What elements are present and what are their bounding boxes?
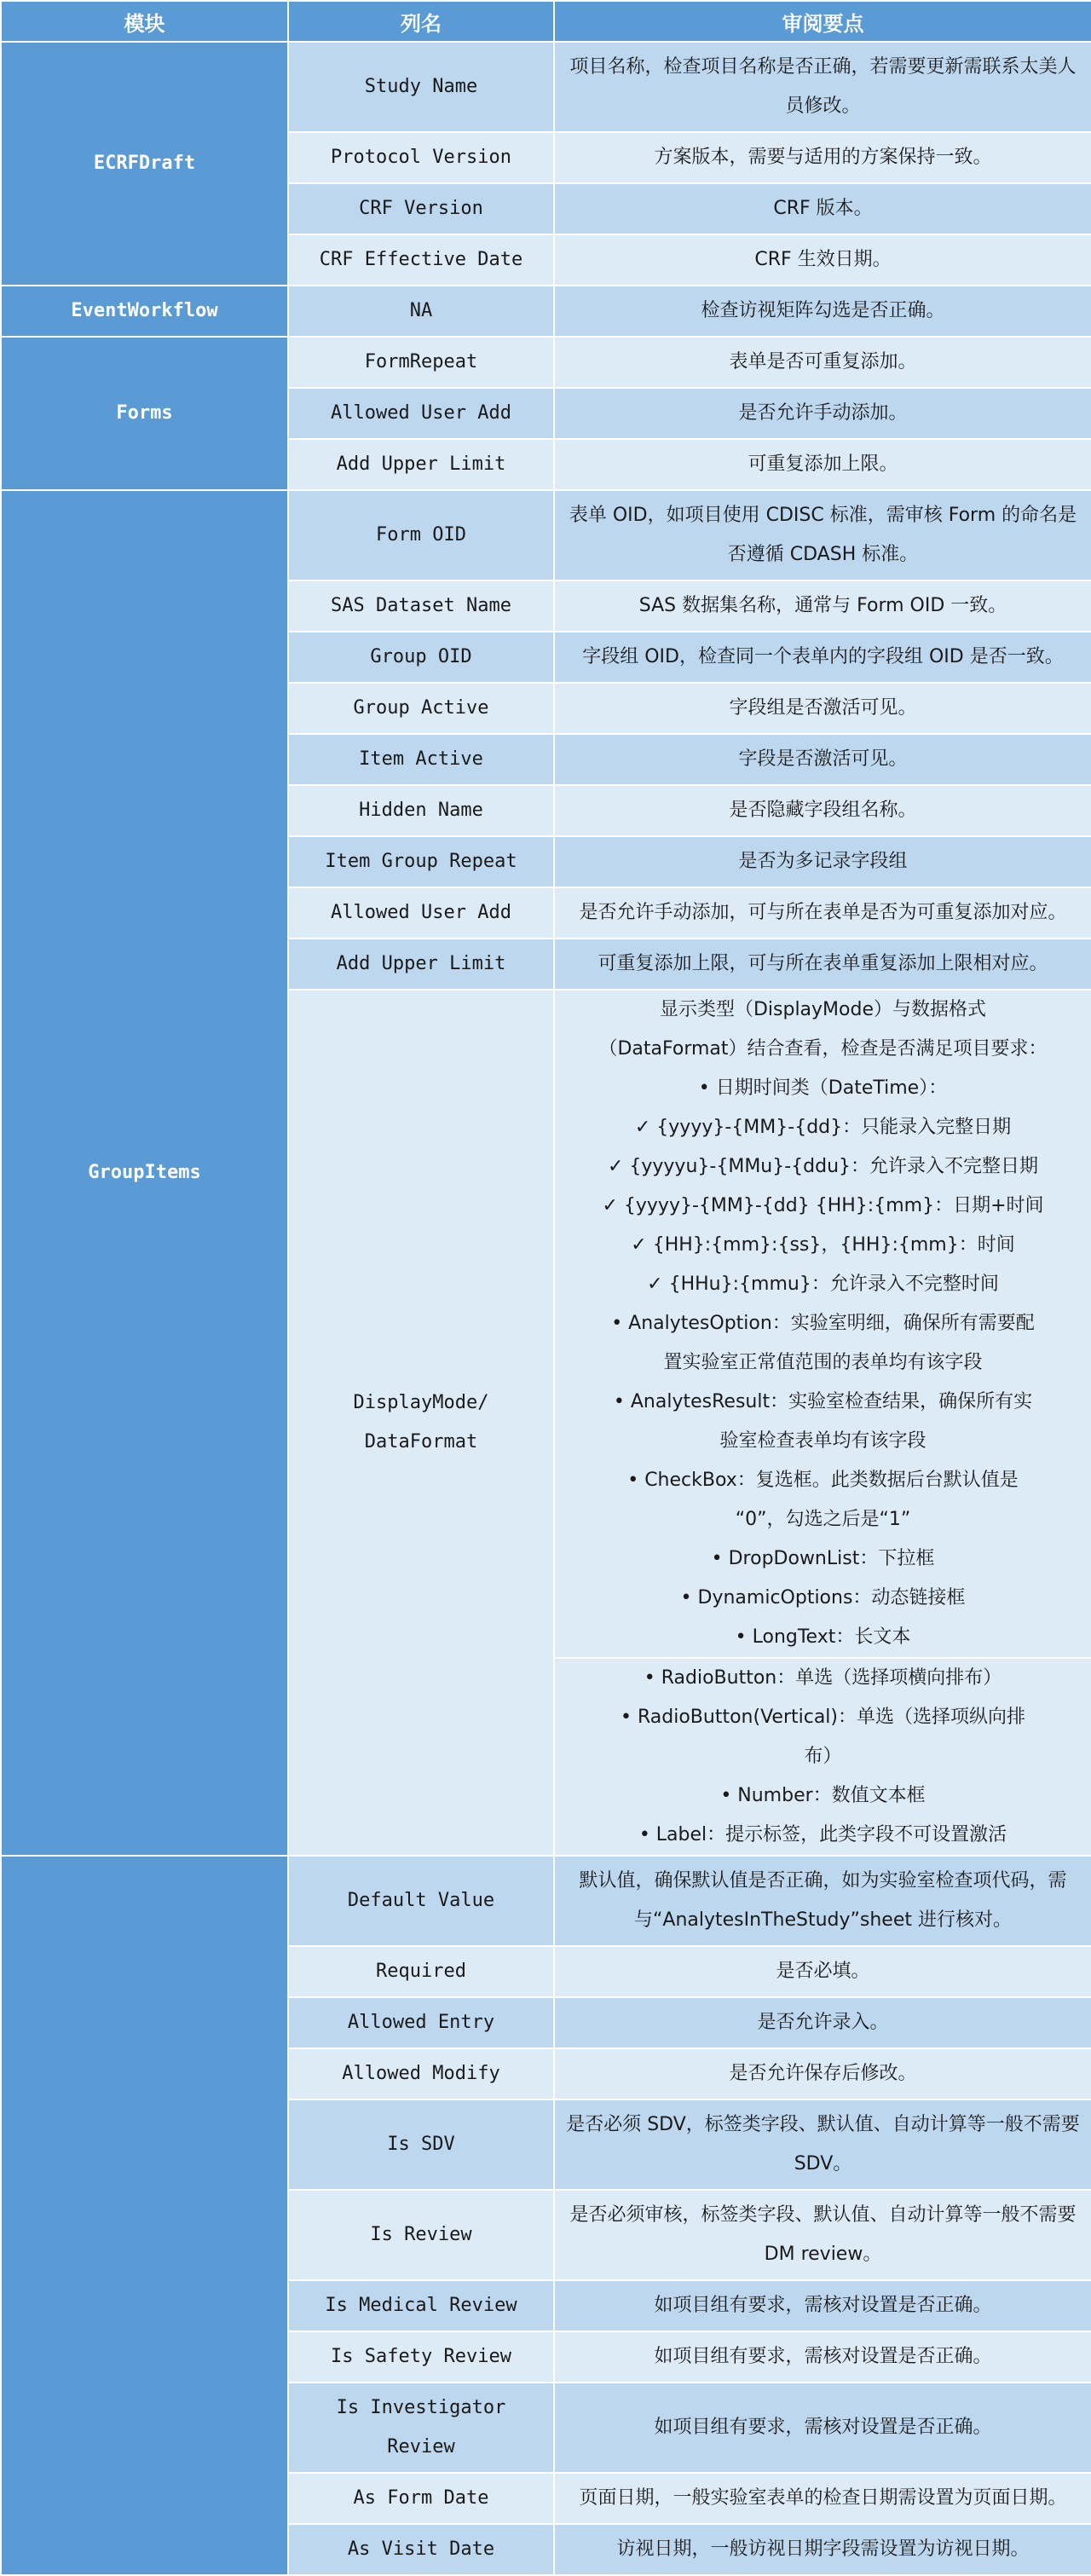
column-name-cell: Allowed Entry (288, 1997, 554, 2048)
table-row (1, 42, 1091, 132)
column-name-cell: Required (288, 1946, 554, 1997)
displaymode-bullet-line: 置实验室正常值范围的表单均有该字段 (663, 1352, 983, 1373)
review-point-cell: SAS 数据集名称，通常与 Form OID 一致。 (554, 580, 1091, 632)
review-point-cell: 可重复添加上限。 (554, 439, 1091, 490)
displaymode-bullet-line: • Number：数值文本框 (720, 1785, 926, 1806)
displaymode-bullet-line: ✓ {HHu}:{mmu}：允许录入不完整时间 (647, 1274, 999, 1295)
displaymode-bullet-line: • AnalytesResult：实验室检查结果，确保所有实 (613, 1391, 1033, 1412)
displaymode-bullet-line: • Label：提示标签，此类字段不可设置激活 (638, 1824, 1007, 1845)
review-point-cell: 如项目组有要求，需核对设置是否正确。 (554, 2331, 1091, 2383)
column-name-cell: Add Upper Limit (288, 939, 554, 990)
module-cell-groupitems: GroupItems (1, 490, 288, 1856)
review-point-cell: 项目名称，检查项目名称是否正确，若需要更新需联系太美人员修改。 (554, 42, 1091, 132)
review-point-cell: 方案版本，需要与适用的方案保持一致。 (554, 132, 1091, 183)
displaymode-bullet-line: ✓ {yyyy}-{MM}-{dd} {HH}:{mm}：日期+时间 (602, 1195, 1044, 1216)
column-name-cell: NA (288, 286, 554, 337)
column-name-cell-displaymode (288, 990, 554, 1856)
review-point-cell: 是否允许手动添加，可与所在表单是否为可重复添加对应。 (554, 887, 1091, 939)
column-name-cell: As Form Date (288, 2473, 554, 2524)
displaymode-bullet-line: （DataFormat）结合查看，检查是否满足项目要求： (598, 1038, 1048, 1060)
displaymode-bullet-line: • RadioButton(Vertical)：单选（选择项纵向排 (621, 1707, 1025, 1728)
review-point-cell: 是否必须审核，标签类字段、默认值、自动计算等一般不需要 DM review。 (554, 2190, 1091, 2280)
displaymode-bullet-line: 验室检查表单均有该字段 (719, 1430, 926, 1452)
review-point-cell: 是否允许手动添加。 (554, 388, 1091, 439)
displaymode-bullet-line: 布） (804, 1746, 842, 1767)
column-name-cell: Is SDV (288, 2099, 554, 2190)
table-row (1, 490, 1091, 580)
review-point-cell: 是否隐藏字段组名称。 (554, 785, 1091, 836)
displaymode-bullet-line: “0”，勾选之后是“1” (735, 1509, 911, 1530)
table-row (1, 337, 1091, 388)
displaymode-bullet-line: • CheckBox：复选框。此类数据后台默认值是 (627, 1470, 1019, 1491)
column-name-cell: CRF Version (288, 183, 554, 234)
column-name-cell: Hidden Name (288, 785, 554, 836)
review-point-cell: 可重复添加上限，可与所在表单重复添加上限相对应。 (554, 939, 1091, 990)
displaymode-bullet-list (563, 1659, 1082, 1855)
review-point-cell: 字段是否激活可见。 (554, 734, 1091, 785)
column-name-cell: CRF Effective Date (288, 234, 554, 286)
review-point-cell: 字段组是否激活可见。 (554, 683, 1091, 734)
displaymode-bullet-line: • LongText：长文本 (735, 1626, 911, 1648)
review-point-cell: 是否为多记录字段组 (554, 836, 1091, 887)
module-cell-empty (1, 1856, 288, 2575)
column-name-cell: Allowed User Add (288, 887, 554, 939)
header-row (1, 1, 1091, 42)
column-name-cell: Form OID (288, 490, 554, 580)
displaymode-bullet-line: • AnalytesOption：实验室明细，确保所有需要配 (611, 1313, 1035, 1334)
review-point-cell: 表单是否可重复添加。 (554, 337, 1091, 388)
column-name-cell: Group OID (288, 632, 554, 683)
displaymode-bullet-list (563, 991, 1082, 1657)
review-point-cell: 是否允许保存后修改。 (554, 2048, 1091, 2099)
review-point-cell: 表单 OID，如项目使用 CDISC 标准，需审核 Form 的命名是否遵循 CDASH 标准。 (554, 490, 1091, 580)
module-cell-eventworkflow: EventWorkflow (1, 286, 288, 337)
review-point-cell-displaymode-part2 (554, 1658, 1091, 1856)
review-point-cell: 字段组 OID，检查同一个表单内的字段组 OID 是否一致。 (554, 632, 1091, 683)
column-name-cell: Item Active (288, 734, 554, 785)
review-point-cell: 默认值，确保默认值是否正确，如为实验室检查项代码，需与“AnalytesInTheStudy”sheet 进行核对。 (554, 1856, 1091, 1946)
displaymode-bullet-line: • 日期时间类（DateTime）： (698, 1077, 948, 1099)
displaymode-bullet-line: • DropDownList：下拉框 (711, 1548, 935, 1569)
review-point-cell: 是否必填。 (554, 1946, 1091, 1997)
column-name-cell: Is Medical Review (288, 2280, 554, 2331)
column-name-cell: Default Value (288, 1856, 554, 1946)
header-module: 模块 (1, 1, 288, 42)
column-name-cell: Protocol Version (288, 132, 554, 183)
column-name-line: DataFormat (364, 1431, 478, 1453)
module-cell-forms: Forms (1, 337, 288, 490)
displaymode-bullet-line: 显示类型（DisplayMode）与数据格式 (659, 999, 987, 1020)
displaymode-bullet-line: • DynamicOptions：动态链接框 (680, 1587, 966, 1609)
review-point-cell: 如项目组有要求，需核对设置是否正确。 (554, 2383, 1091, 2473)
review-point-cell: CRF 版本。 (554, 183, 1091, 234)
header-review-points: 审阅要点 (554, 1, 1091, 42)
column-name-cell: Add Upper Limit (288, 439, 554, 490)
column-name-cell: As Visit Date (288, 2524, 554, 2575)
displaymode-bullet-line: • RadioButton：单选（选择项横向排布） (644, 1667, 1002, 1689)
review-point-cell: 检查访视矩阵勾选是否正确。 (554, 286, 1091, 337)
displaymode-bullet-line: ✓ {yyyy}-{MM}-{dd}：只能录入完整日期 (634, 1117, 1012, 1138)
review-point-cell: 访视日期，一般访视日期字段需设置为访视日期。 (554, 2524, 1091, 2575)
module-cell-ecrfdraft: ECRFDraft (1, 42, 288, 286)
column-name-cell: Allowed Modify (288, 2048, 554, 2099)
column-name-cell: Is Review (288, 2190, 554, 2280)
table-row (1, 1856, 1091, 1946)
review-point-cell: CRF 生效日期。 (554, 234, 1091, 286)
column-name-cell: Study Name (288, 42, 554, 132)
table-row (1, 286, 1091, 337)
header-column: 列名 (288, 1, 554, 42)
review-point-cell-displaymode-part1 (554, 990, 1091, 1658)
review-point-cell: 是否必须 SDV，标签类字段、默认值、自动计算等一般不需要 SDV。 (554, 2099, 1091, 2190)
review-point-cell: 如项目组有要求，需核对设置是否正确。 (554, 2280, 1091, 2331)
column-name-cell: Is Safety Review (288, 2331, 554, 2383)
review-point-cell: 是否允许录入。 (554, 1997, 1091, 2048)
column-name-cell: Group Active (288, 683, 554, 734)
column-name-cell: SAS Dataset Name (288, 580, 554, 632)
column-name-cell: Allowed User Add (288, 388, 554, 439)
column-name-cell: Is Investigator Review (288, 2383, 554, 2473)
review-point-cell: 页面日期，一般实验室表单的检查日期需设置为页面日期。 (554, 2473, 1091, 2524)
displaymode-bullet-line: ✓ {HH}:{mm}:{ss}，{HH}:{mm}：时间 (631, 1234, 1015, 1256)
column-name-line: DisplayMode/ (353, 1392, 489, 1413)
displaymode-bullet-line: ✓ {yyyyu}-{MMu}-{ddu}：允许录入不完整日期 (607, 1156, 1039, 1177)
column-name-cell: Item Group Repeat (288, 836, 554, 887)
column-name-cell: FormRepeat (288, 337, 554, 388)
